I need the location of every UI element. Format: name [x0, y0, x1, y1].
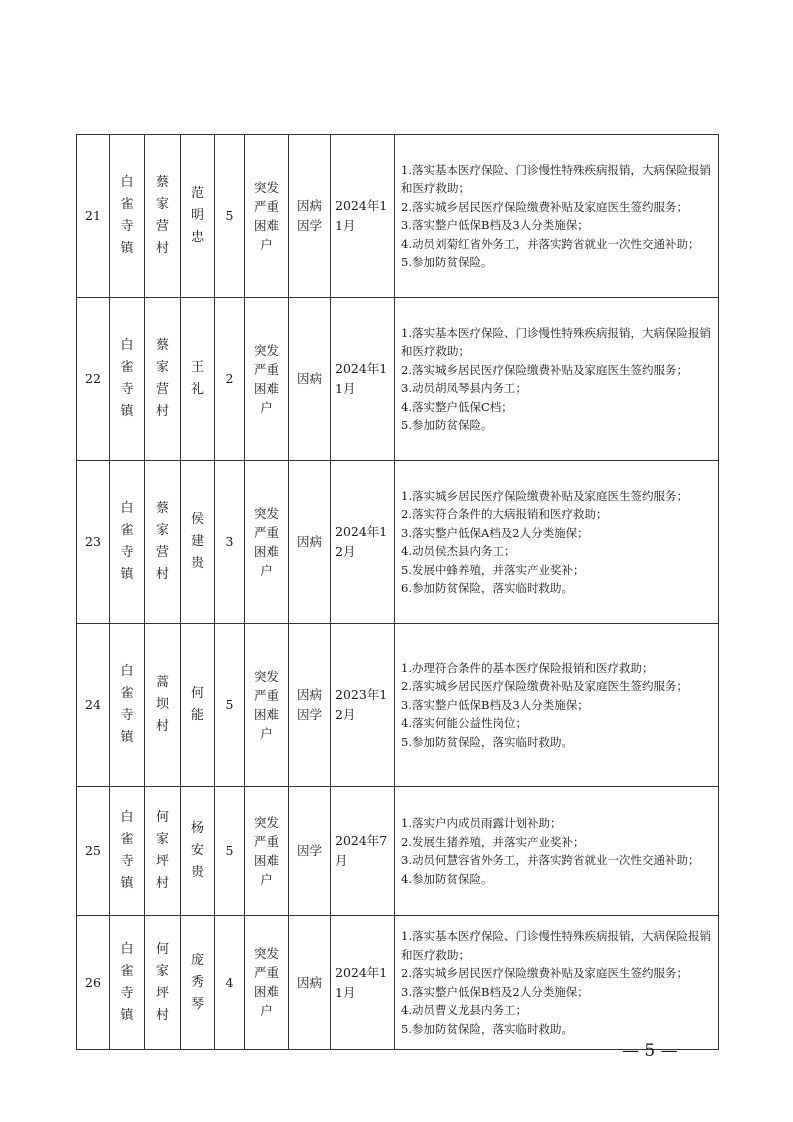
- row-number-cell: 23: [77, 461, 110, 624]
- village-cell-text: 蒿坝村: [155, 675, 169, 734]
- measure-item: 5.发展中蜂养殖，并落实产业奖补；: [401, 562, 585, 577]
- town-cell: [110, 916, 145, 1050]
- measures-cell: [395, 461, 719, 624]
- members-cell: 2: [215, 298, 245, 461]
- row-number-cell: 26: [77, 916, 110, 1050]
- row-number-cell: 21: [77, 135, 110, 298]
- name-cell-text: 何能: [190, 686, 204, 723]
- measure-item: 1.落实城乡居民医疗保险缴费补贴及家庭医生签约服务；: [401, 488, 688, 503]
- type-cell-text: 突发严重困难户: [253, 946, 279, 1018]
- members-cell: 5: [215, 135, 245, 298]
- measure-item: 3.落实整户低保B档及3人分类施保；: [401, 218, 589, 232]
- measure-item: 1.落实基本医疗保险、门诊慢性特殊疾病报销，大病保险报销和医疗救助；: [401, 325, 711, 358]
- town-cell-text: 白雀寺镇: [120, 810, 134, 891]
- type-cell-text: 突发严重困难户: [253, 668, 279, 741]
- name-cell-text: 庞秀琴: [190, 952, 204, 1012]
- reason-cell: [289, 298, 331, 461]
- reason-cell-text: 因病: [296, 534, 322, 549]
- name-cell-text: 侯建贵: [190, 512, 204, 571]
- table-row: [77, 916, 719, 1050]
- measure-item: 2.落实城乡居民医疗保险缴费补贴及家庭医生签约服务；: [401, 199, 688, 214]
- members-cell: 4: [215, 916, 245, 1050]
- reason-cell: [289, 787, 331, 916]
- reason-cell: [289, 624, 331, 787]
- date-cell: [331, 916, 395, 1050]
- row-number-cell: 24: [77, 624, 110, 787]
- name-cell: [181, 461, 215, 624]
- name-cell: [181, 298, 215, 461]
- reason-cell-text: 因病因学: [296, 687, 322, 722]
- village-cell: [145, 624, 181, 787]
- name-cell: [181, 135, 215, 298]
- measure-item: 3.动员何慧容省外务工，并落实跨省就业一次性交通补助；: [401, 853, 700, 867]
- village-cell-text: 蔡家营村: [155, 338, 169, 419]
- date-cell-text: 2024年11月: [335, 361, 388, 396]
- date-cell: [331, 787, 395, 916]
- measures-cell: [395, 298, 719, 461]
- town-cell-text: 白雀寺镇: [120, 501, 134, 582]
- type-cell-text: 突发严重困难户: [253, 814, 279, 887]
- date-cell: [331, 461, 395, 624]
- town-cell: [110, 135, 145, 298]
- measure-item: 1.办理符合条件的基本医疗保险报销和医疗救助；: [401, 660, 654, 675]
- reason-cell-text: 因学: [296, 843, 322, 858]
- town-cell: [110, 298, 145, 461]
- measure-item: 3.落实整户低保B档及3人分类施保；: [401, 697, 589, 712]
- measure-item: 2.落实城乡居民医疗保险缴费补贴及家庭医生签约服务；: [401, 966, 688, 980]
- table-row: [77, 298, 719, 461]
- type-cell: [245, 461, 289, 624]
- town-cell-text: 白雀寺镇: [120, 338, 134, 419]
- reason-cell-text: 因病: [296, 974, 322, 990]
- type-cell-text: 突发严重困难户: [253, 342, 279, 415]
- village-cell-text: 何家坪村: [155, 810, 169, 891]
- measure-item: 3.动员胡凤琴县内务工；: [401, 381, 527, 395]
- name-cell-text: 王礼: [190, 360, 204, 397]
- town-cell-text: 白雀寺镇: [120, 175, 134, 256]
- type-cell: [245, 916, 289, 1050]
- name-cell: [181, 916, 215, 1050]
- town-cell: [110, 461, 145, 624]
- table-row: [77, 787, 719, 916]
- name-cell: [181, 787, 215, 916]
- name-cell-text: 范明忠: [190, 186, 204, 245]
- type-cell: [245, 787, 289, 916]
- measure-item: 6.参加防贫保险，落实临时救助。: [401, 581, 573, 595]
- reason-cell-text: 因病因学: [296, 198, 322, 233]
- type-cell-text: 突发严重困难户: [253, 179, 279, 252]
- measure-item: 1.落实基本医疗保险、门诊慢性特殊疾病报销，大病保险报销和医疗救助；: [401, 162, 711, 195]
- name-cell-text: 杨安贵: [190, 821, 204, 880]
- records-body: [77, 135, 719, 1050]
- date-cell: [331, 298, 395, 461]
- date-cell-text: 2024年11月: [335, 964, 388, 1000]
- village-cell-text: 蔡家营村: [155, 175, 169, 256]
- village-cell: [145, 461, 181, 624]
- table-row: [77, 624, 719, 787]
- measure-item: 4.落实何能公益性岗位；: [401, 716, 527, 731]
- town-cell-text: 白雀寺镇: [120, 664, 134, 745]
- date-cell: [331, 135, 395, 298]
- measure-item: 5.参加防贫保险，落实临时救助。: [401, 734, 573, 749]
- members-cell: 5: [215, 787, 245, 916]
- table-row: [77, 135, 719, 298]
- date-cell-text: 2024年12月: [335, 524, 388, 559]
- reason-cell: [289, 916, 331, 1050]
- records-table: [76, 134, 719, 1050]
- village-cell-text: 蔡家营村: [155, 501, 169, 582]
- row-number-cell: 25: [77, 787, 110, 916]
- type-cell: [245, 624, 289, 787]
- members-cell: 3: [215, 461, 245, 624]
- members-cell: 5: [215, 624, 245, 787]
- measure-item: 5.参加防贫保险。: [401, 255, 493, 269]
- village-cell: [145, 787, 181, 916]
- date-cell: [331, 624, 395, 787]
- row-number-cell: 22: [77, 298, 110, 461]
- date-cell-text: 2024年11月: [335, 198, 388, 233]
- reason-cell: [289, 461, 331, 624]
- reason-cell: [289, 135, 331, 298]
- table-row: [77, 461, 719, 624]
- page-number: — 5 —: [622, 1041, 678, 1061]
- village-cell-text: 何家坪村: [155, 941, 169, 1023]
- date-cell-text: 2023年12月: [335, 687, 388, 722]
- town-cell: [110, 624, 145, 787]
- measure-item: 1.落实基本医疗保险、门诊慢性特殊疾病报销，大病保险报销和医疗救助；: [401, 929, 711, 962]
- measure-item: 5.参加防贫保险，落实临时救助。: [401, 1021, 573, 1036]
- measure-item: 4.动员侯杰县内务工；: [401, 544, 516, 558]
- measures-cell: [395, 135, 719, 298]
- date-cell-text: 2024年7月: [335, 833, 388, 868]
- measures-cell: [395, 787, 719, 916]
- measures-cell: [395, 624, 719, 787]
- village-cell: [145, 135, 181, 298]
- town-cell-text: 白雀寺镇: [120, 941, 134, 1023]
- type-cell: [245, 298, 289, 461]
- measure-item: 4.动员曹义龙县内务工；: [401, 1003, 527, 1017]
- measure-item: 2.落实城乡居民医疗保险缴费补贴及家庭医生签约服务；: [401, 679, 688, 694]
- measure-item: 2.落实城乡居民医疗保险缴费补贴及家庭医生签约服务；: [401, 362, 688, 377]
- type-cell-text: 突发严重困难户: [253, 505, 279, 578]
- measure-item: 3.落实整户低保A档及2人分类施保；: [401, 525, 589, 540]
- measure-item: 4.落实整户低保C档；: [401, 399, 513, 414]
- village-cell: [145, 916, 181, 1050]
- measure-item: 2.落实符合条件的大病报销和医疗救助；: [401, 507, 608, 521]
- name-cell: [181, 624, 215, 787]
- measure-item: 2.发展生猪养殖，并落实产业奖补；: [401, 834, 585, 849]
- measures-cell: [395, 916, 719, 1050]
- measure-item: 5.参加防贫保险。: [401, 418, 493, 432]
- village-cell: [145, 298, 181, 461]
- measure-item: 3.落实整户低保B档及2人分类施保；: [401, 984, 589, 999]
- measure-item: 4.动员刘菊红省外务工，并落实跨省就业一次性交通补助；: [401, 236, 700, 251]
- measure-item: 1.落实户内成员雨露计划补助；: [401, 816, 562, 830]
- measure-item: 4.参加防贫保险。: [401, 871, 493, 886]
- type-cell: [245, 135, 289, 298]
- reason-cell-text: 因病: [296, 371, 322, 386]
- town-cell: [110, 787, 145, 916]
